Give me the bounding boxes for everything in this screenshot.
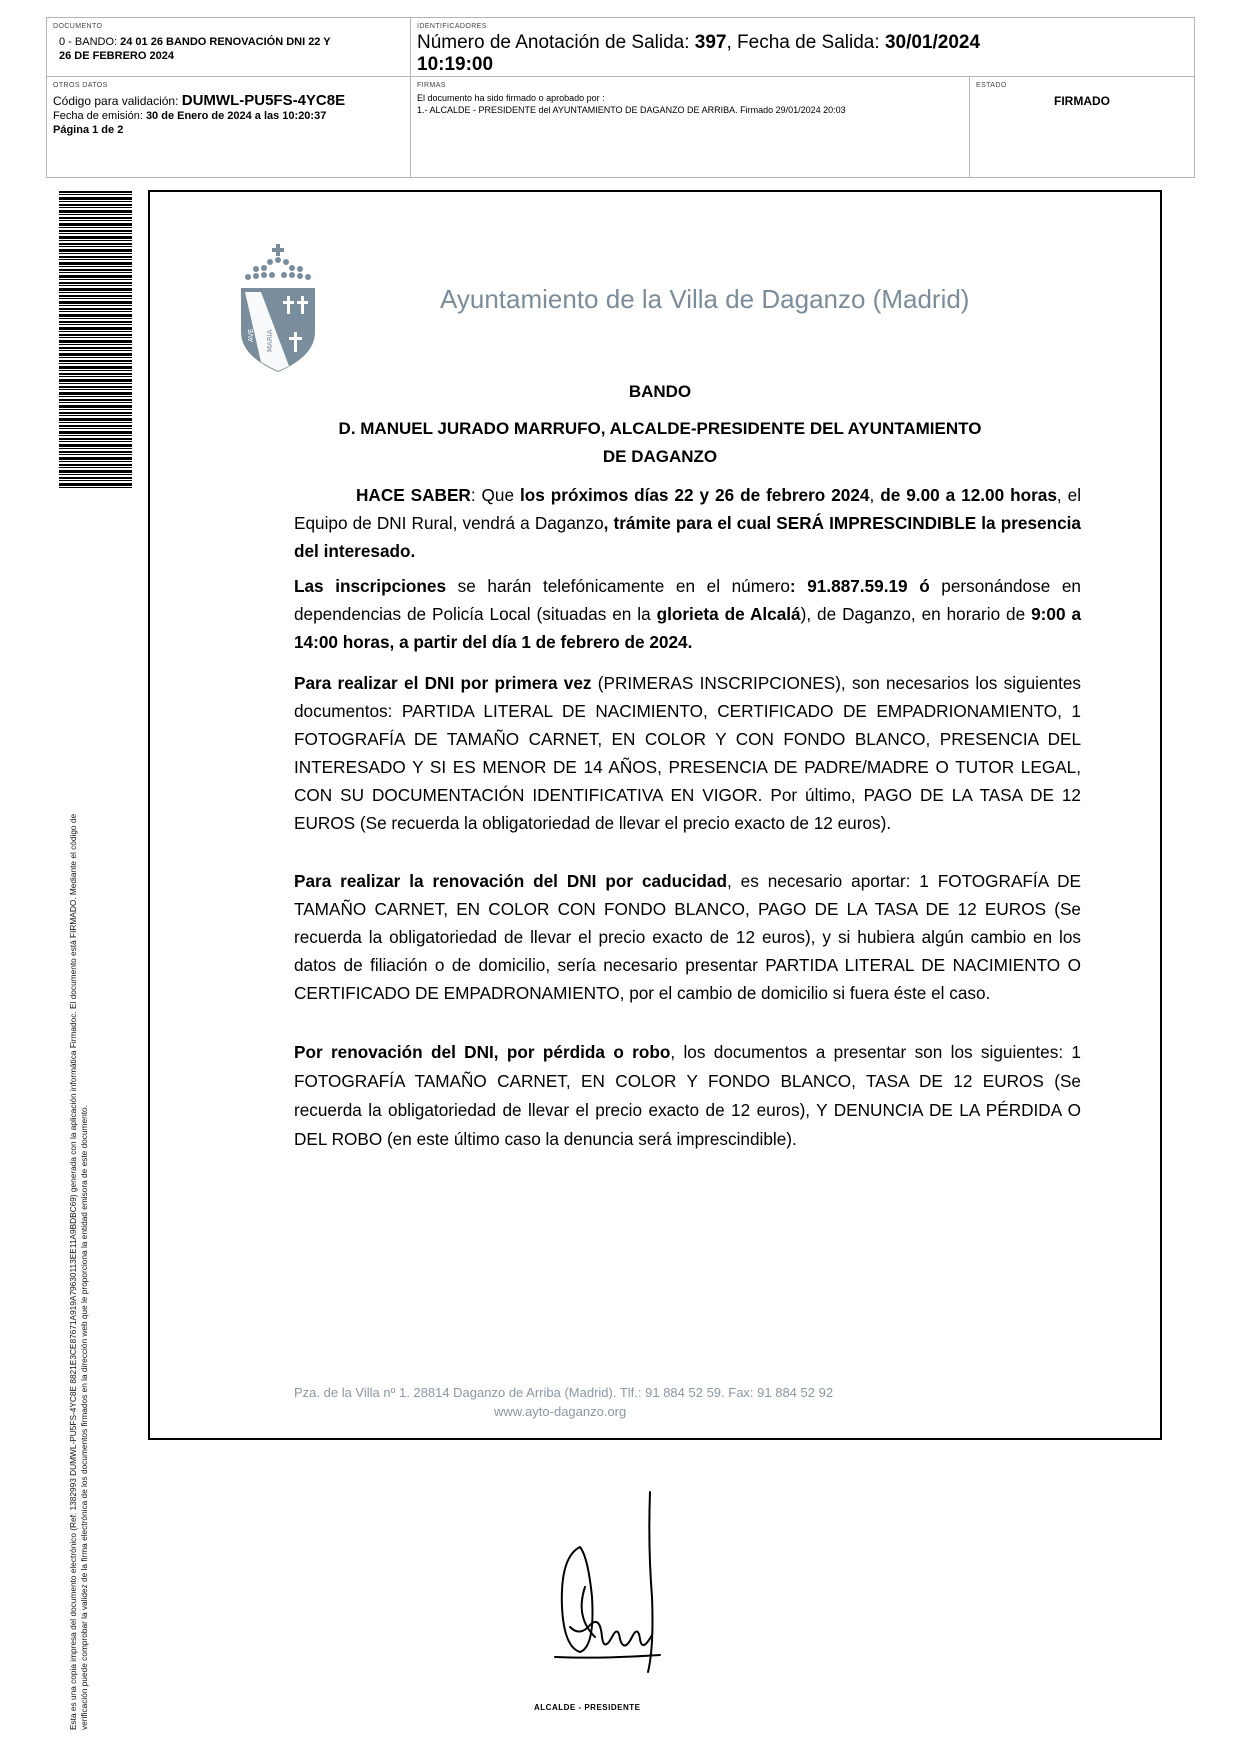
documento-cell — [53, 22, 403, 63]
documento-title-line1: 24 01 26 BANDO RENOVACIÓN DNI 22 Y — [120, 36, 331, 48]
p3-text: (PRIMERAS INSCRIPCIONES), son necesarios los siguientes documentos: PARTIDA LITERAL DE NACIMIENTO, CERTIFICADO DE EMPADRIONAMIENTO, 1 FOTOGRAFÍA DE TAMAÑO CARNET, EN COLOR Y CON FONDO BLANCO, PRESENCIA DEL INTERESADO Y SI ES MENOR DE 14 AÑOS, PRESENCIA DE PADRE/MADRE O TUTOR LEGAL, CON SU DOCUMENTACIÓN IDENTIFICATIVA EN VIGOR. Por último, PAGO DE LA TASA DE 12 EUROS (Se recuerda la obligatoriedad de llevar el precio exacto de 12 euros). — [294, 673, 1081, 833]
signature-caption: ALCALDE - PRESIDENTE — [534, 1703, 641, 1712]
side-text-line2: verificación puede comprobar la validez de la firma electrónica de los documentos firmados en la dirección web que le proporciona la entidad emisora de este documento. — [79, 1105, 89, 1730]
paragraph-inscripciones — [294, 572, 1081, 656]
firmas-line2: 1.- ALCALDE - PRESIDENTE del AYUNTAMIENTO DE DAGANZO DE ARRIBA. Firmado 29/01/2024 20:03 — [417, 105, 846, 115]
side-text-line1: Esta es una copia impresa del documento electrónico (Ref: 1382993 DUMWL-PU5FS-4YC8E 8821E3CE87671A919A79630113EE11A9BDBC69) generada con la aplicación informática Firmadoc. El documento está FIRMADO. Mediante el código de — [68, 813, 78, 1730]
anotacion-value: 397 — [694, 32, 727, 53]
mayor-line2: DE DAGANZO — [602, 447, 718, 466]
estado-cell — [976, 81, 1191, 108]
document-metadata-table — [46, 17, 1195, 178]
p2-text-d: personándose en dependencias de Policía Local (situadas en la — [294, 576, 1081, 624]
otros-datos-cell — [53, 81, 403, 137]
coat-of-arms-icon — [239, 244, 319, 374]
shield-text-maria: MARIA — [266, 329, 274, 352]
p3-title: Para realizar el DNI por primera vez — [294, 673, 592, 693]
p1-hours: de 9.00 a 12.00 horas — [880, 485, 1057, 505]
p2-text-b: se harán telefónicamente en el número — [446, 576, 790, 596]
anotacion-label: Número de Anotación de Salida: — [417, 32, 695, 53]
documento-caption: DOCUMENTO — [53, 23, 103, 30]
identificadores-cell — [417, 22, 1187, 76]
fecha-salida-label: , Fecha de Salida: — [726, 32, 885, 53]
firmas-cell — [417, 81, 962, 116]
barcode — [59, 191, 132, 489]
bando-heading: BANDO — [628, 382, 692, 401]
p1-text-d: , — [869, 485, 881, 505]
fecha-emision-value: 30 de Enero de 2024 a las 10:20:37 — [145, 110, 327, 122]
footer-website: www.ayto-daganzo.org — [494, 1404, 627, 1419]
p1-text-b: : Que — [470, 485, 520, 505]
verification-side-text — [68, 520, 90, 1730]
documento-prefix: 0 - BANDO: — [59, 36, 121, 48]
fecha-salida-time: 10:19:00 — [417, 54, 494, 75]
letterhead-title: Ayuntamiento de la Villa de Daganzo (Madrid) — [440, 284, 970, 314]
p4-text: , es necesario aportar: 1 FOTOGRAFÍA DE TAMAÑO CARNET, EN COLOR CON FONDO BLANCO, PAGO DE LA TASA DE 12 EUROS (Se recuerda la obligatoriedad de llevar el precio exacto de 12 euros), y si hubiera algún cambio en los datos de filiación o de domicilio, sería necesario presentar PARTIDA LITERAL DE NACIMIENTO O CERTIFICADO DE EMPADRONAMIENTO, por el cambio de domicilio si fuera éste el caso. — [294, 871, 1081, 1003]
paragraph-primera-vez — [294, 669, 1081, 837]
shield-text-ave: AVE — [247, 328, 255, 342]
paragraph-perdida-robo — [294, 1038, 1081, 1154]
fecha-salida-date: 30/01/2024 — [884, 32, 981, 53]
p2-location: glorieta de Alcalá — [656, 604, 801, 624]
p4-title: Para realizar la renovación del DNI por caducidad — [294, 871, 727, 891]
mayor-line1: D. MANUEL JURADO MARRUFO, ALCALDE-PRESIDENTE DEL AYUNTAMIENTO — [338, 419, 982, 438]
footer-address: Pza. de la Villa nº 1. 28814 Daganzo de Arriba (Madrid). Tlf.: 91 884 52 59. Fax: 91 884 52 92 — [294, 1385, 834, 1400]
p2-inscripciones: Las inscripciones — [294, 576, 447, 596]
estado-caption: ESTADO — [976, 82, 1007, 89]
fecha-emision-label: Fecha de emisión: — [53, 110, 146, 122]
codigo-validacion-label: Código para validación: — [53, 94, 182, 108]
estado-value: FIRMADO — [1054, 94, 1110, 108]
firmas-caption: FIRMAS — [417, 82, 446, 89]
p2-phone: : 91.887.59.19 ó — [789, 576, 930, 596]
p1-hace-saber: HACE SABER — [356, 485, 471, 505]
p2-text-f: ), de Daganzo, en horario de — [800, 604, 1032, 624]
mayor-signature — [540, 1487, 700, 1677]
paragraph-caducidad — [294, 867, 1081, 1007]
p1-text-f: , el Equipo de DNI Rural, vendrá a Daganzo — [294, 485, 1082, 533]
codigo-validacion-value: DUMWL-PU5FS-4YC8E — [181, 92, 346, 109]
p1-dates: los próximos días 22 y 26 de febrero 2024 — [520, 485, 870, 505]
p5-text: , los documentos a presentar son los siguientes: 1 FOTOGRAFÍA TAMAÑO CARNET, EN COLOR Y FONDO BLANCO, TASA DE 12 EUROS (Se recuerda la obligatoriedad de llevar el precio exacto de 12 euros), Y DENUNCIA DE LA PÉRDIDA O DEL ROBO (en este último caso la denuncia será imprescindible). — [294, 1042, 1081, 1149]
identificadores-caption: IDENTIFICADORES — [417, 23, 487, 30]
p2-schedule: 9:00 a 14:00 horas, a partir del día 1 de febrero de 2024. — [294, 604, 1081, 652]
p5-title: Por renovación del DNI, por pérdida o robo — [294, 1042, 671, 1062]
p1-requirement: , trámite para el cual SERÁ IMPRESCINDIBLE la presencia del interesado. — [294, 513, 1081, 561]
documento-title-line2: 26 DE FEBRERO 2024 — [59, 50, 174, 62]
pagina-indicator: Página 1 de 2 — [53, 124, 124, 136]
otros-datos-caption: OTROS DATOS — [53, 82, 108, 89]
firmas-line1: El documento ha sido firmado o aprobado por : — [417, 93, 605, 103]
bando-letter-frame — [148, 190, 1162, 1440]
paragraph-hace-saber — [294, 481, 1081, 565]
